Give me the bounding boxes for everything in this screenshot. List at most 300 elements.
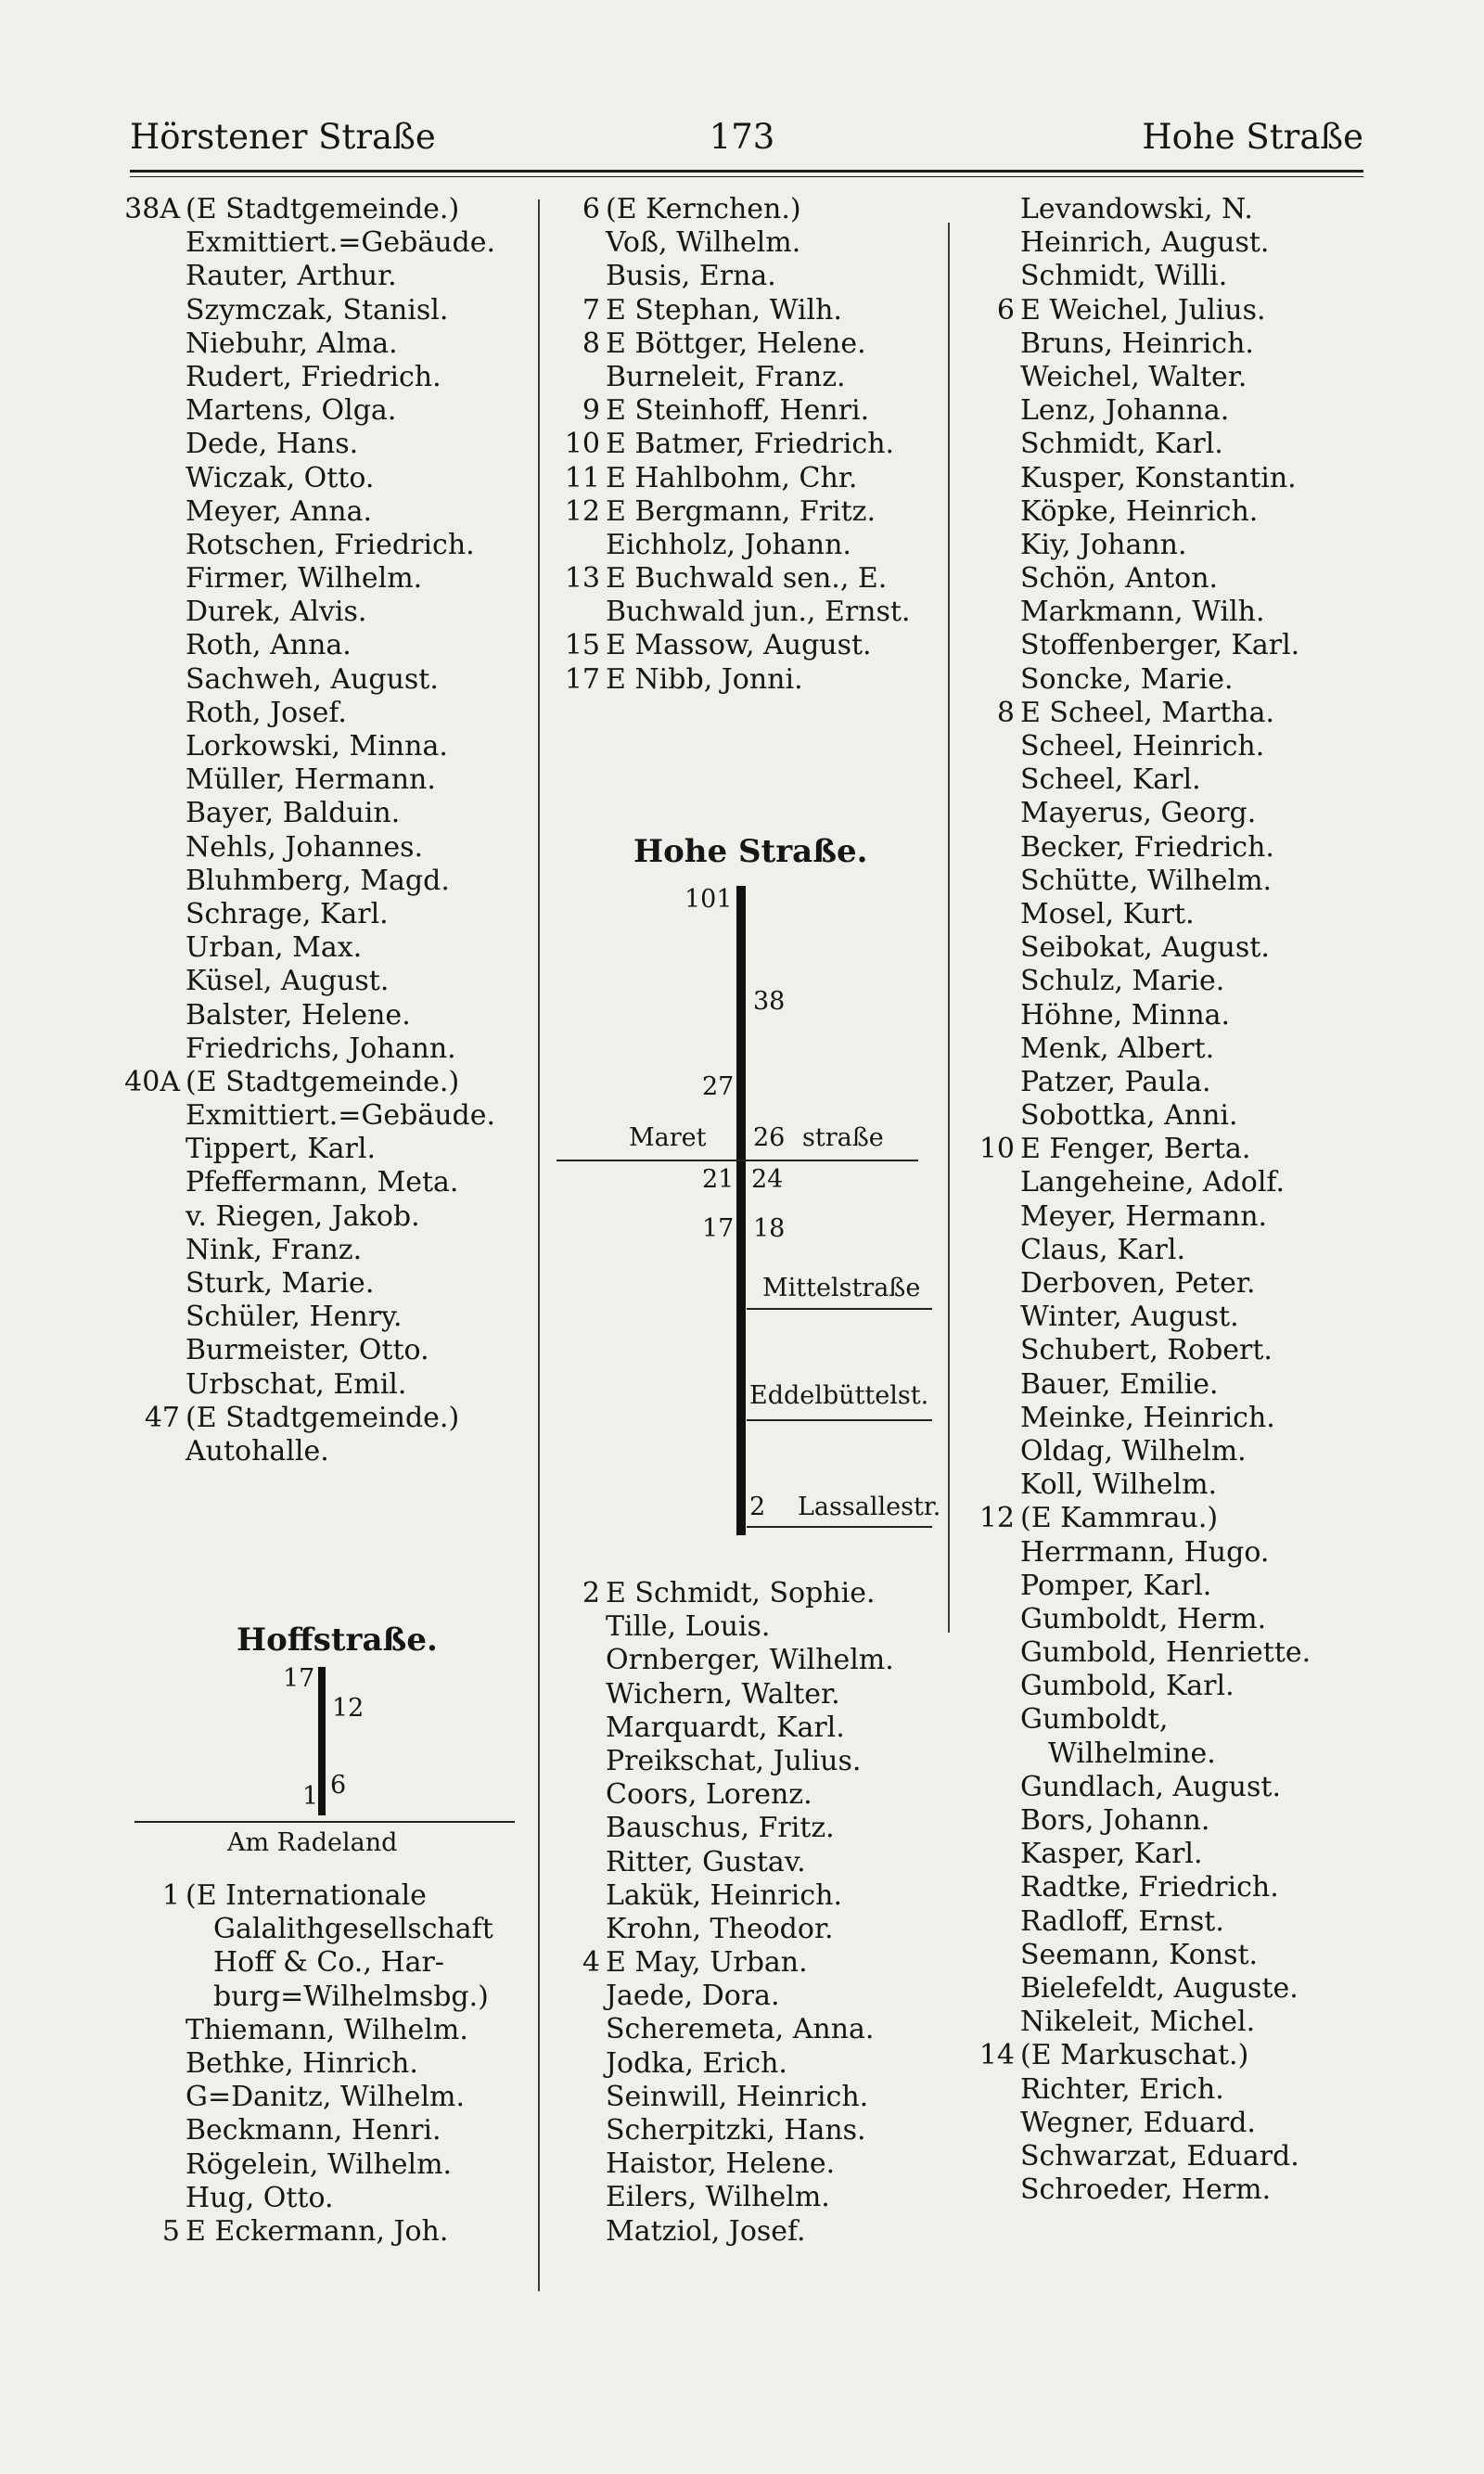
list-item [1020, 1435, 1311, 1468]
resident-entry: Buchwald jun., Ernst. [606, 596, 911, 629]
list-item [1020, 629, 1311, 662]
list-item [1020, 1703, 1311, 1737]
list-item [582, 1946, 894, 1980]
resident-entry: Schubert, Robert. [1020, 1334, 1273, 1367]
resident-entry: Radloff, Ernst. [1020, 1904, 1224, 1938]
list-item [979, 1133, 1311, 1166]
list-item [606, 529, 911, 562]
resident-entry: Nehls, Johannes. [186, 830, 424, 864]
resident-entry: Nikeleit, Michel. [1020, 2006, 1256, 2039]
resident-entry: Weichel, Walter. [1020, 360, 1247, 393]
list-item [186, 327, 495, 361]
list-item [582, 327, 911, 361]
list-item [606, 2081, 894, 2114]
list-item [186, 931, 495, 965]
list-item [1020, 1838, 1311, 1871]
resident-entry: Rauter, Arthur. [186, 260, 397, 293]
house-number: 12 [564, 494, 600, 528]
resident-entry: Exmittiert.=Gebäude. [186, 1099, 496, 1133]
resident-entry: Jodka, Erich. [606, 2046, 787, 2080]
lassallestrasse-cross-street [747, 1526, 932, 1528]
house-number: 4 [582, 1946, 600, 1980]
resident-entry: Hug, Otto. [186, 2181, 334, 2214]
resident-entry: Claus, Karl. [1020, 1233, 1185, 1266]
column-divider-1 [538, 199, 540, 2291]
list-item [1020, 931, 1311, 965]
resident-entry: Herrmann, Hugo. [1020, 1535, 1270, 1569]
list-item [996, 293, 1311, 327]
resident-entry: Autohalle. [186, 1434, 329, 1468]
resident-entry: Gumbold, Henriette. [1020, 1636, 1311, 1670]
list-item [1020, 529, 1311, 562]
mittelstrasse-cross-street [747, 1308, 932, 1310]
list-item [1020, 965, 1311, 998]
house-number: 6 [582, 193, 600, 225]
list-item [186, 226, 495, 260]
resident-entry: Bruns, Heinrich. [1020, 327, 1254, 360]
resident-entry: Wegner, Eduard. [1020, 2106, 1256, 2139]
list-item [606, 260, 911, 293]
list-item [606, 361, 911, 394]
resident-entry: Meinke, Heinrich. [1020, 1401, 1275, 1434]
list-item [1020, 1670, 1311, 1703]
resident-entry: Balster, Helene. [186, 998, 411, 1032]
list-item [606, 2114, 894, 2147]
resident-entry: Bauer, Emilie. [1020, 1367, 1219, 1401]
list-item [186, 462, 495, 495]
hohe-num-101: 101 [684, 885, 733, 914]
resident-entry: Küsel, August. [186, 965, 390, 998]
resident-entry: burg=Wilhelmsbg.) [213, 1980, 489, 2013]
resident-entry: Urban, Max. [186, 931, 363, 965]
list-item [1020, 1334, 1311, 1367]
resident-entry: Galalithgesellschaft [213, 1913, 493, 1946]
list-item [1020, 394, 1311, 428]
resident-entry: Schütte, Wilhelm. [1020, 864, 1273, 897]
list-item [186, 1334, 495, 1367]
hohe-num-18: 18 [753, 1214, 786, 1243]
list-item [186, 663, 495, 697]
list-item [1020, 1200, 1311, 1234]
resident-entry: Oldag, Wilhelm. [1020, 1434, 1247, 1468]
list-item [186, 2047, 493, 2081]
resident-entry: Rögelein, Wilhelm. [186, 2147, 453, 2181]
resident-entry: Kusper, Konstantin. [1020, 461, 1297, 494]
list-item [564, 461, 911, 495]
resident-entry: Rudert, Friedrich. [186, 360, 441, 393]
list-item [606, 2013, 894, 2046]
list-item [186, 1980, 493, 2014]
resident-entry: Scherpitzki, Hans. [606, 2114, 866, 2147]
resident-entry: Schulz, Marie. [1020, 965, 1225, 998]
house-number: 17 [564, 662, 600, 696]
resident-entry: (E Stadtgemeinde.) [186, 1065, 460, 1098]
resident-entry: Schön, Anton. [1020, 562, 1219, 596]
list-item [186, 697, 495, 730]
list-item [1020, 260, 1311, 293]
list-item [606, 1644, 894, 1677]
house-number: 2 [582, 1577, 600, 1609]
list-item [996, 696, 1311, 730]
resident-entry: Gumbold, Karl. [1020, 1670, 1235, 1703]
list-item [1020, 1603, 1311, 1636]
house-number: 1 [161, 1879, 180, 1912]
resident-entry: Radtke, Friedrich. [1020, 1871, 1279, 1904]
list-item [186, 2148, 493, 2182]
resident-entry: E Stephan, Wilh. [606, 293, 842, 327]
resident-entry: Seinwill, Heinrich. [606, 2080, 869, 2113]
resident-entry: Matziol, Josef. [606, 2214, 806, 2248]
resident-entry: (E Internationale [186, 1879, 427, 1912]
resident-entry: Roth, Josef. [186, 696, 347, 729]
resident-entry: Preikschat, Julius. [606, 1744, 862, 1777]
resident-entry: E May, Urban. [606, 1946, 808, 1980]
hohe-num-27: 27 [702, 1072, 735, 1101]
list-item [186, 865, 495, 898]
resident-entry: Wilhelmine. [1048, 1737, 1216, 1770]
list-item [1020, 495, 1311, 529]
resident-entry: v. Riegen, Jakob. [186, 1199, 420, 1233]
list-item [186, 428, 495, 461]
list-item [1020, 1032, 1311, 1066]
list-item [1020, 797, 1311, 830]
resident-entry: E Scheel, Martha. [1020, 696, 1275, 729]
resident-entry: Lorkowski, Minna. [186, 730, 448, 763]
house-number: 38A [124, 193, 180, 225]
list-item [582, 293, 911, 327]
resident-entry: E Hahlbohm, Chr. [606, 461, 858, 494]
resident-entry: Lakük, Heinrich. [606, 1878, 842, 1912]
resident-entry: (E Stadtgemeinde.) [186, 1401, 460, 1434]
running-head-left: Hörstener Straße [130, 117, 436, 157]
resident-entry: Coors, Lorenz. [606, 1778, 812, 1812]
column-2-entries [564, 193, 911, 697]
resident-entry: Bors, Johann. [1020, 1804, 1210, 1837]
list-item [1020, 2173, 1311, 2207]
list-item [1020, 1301, 1311, 1334]
list-item [606, 2147, 894, 2181]
resident-entry: Firmer, Wilhelm. [186, 562, 423, 596]
maretstrasse-cross-street [556, 1160, 918, 1161]
list-item [606, 1745, 894, 1778]
hoffstrasse-title: Hoffstraße. [237, 1622, 438, 1659]
list-item [1020, 1166, 1311, 1199]
resident-entry: Haistor, Helene. [606, 2147, 836, 2181]
resident-entry: Busis, Erna. [606, 260, 776, 293]
list-item [186, 1133, 495, 1166]
list-item [606, 1711, 894, 1745]
list-item [124, 1065, 495, 1099]
resident-entry: Koll, Wilhelm. [1020, 1468, 1218, 1502]
resident-entry: Seemann, Konst. [1020, 1938, 1259, 1971]
resident-entry: Winter, August. [1020, 1301, 1239, 1334]
resident-entry: Levandowski, N. [1020, 193, 1253, 225]
list-item [186, 999, 495, 1032]
resident-entry: Krohn, Theodor. [606, 1912, 834, 1945]
list-item [144, 1401, 495, 1435]
resident-entry: E Böttger, Helene. [606, 327, 866, 360]
resident-entry: Tille, Louis. [606, 1610, 771, 1644]
resident-entry: Marquardt, Karl. [606, 1711, 845, 1744]
resident-entry: Lenz, Johanna. [1020, 394, 1230, 428]
list-item [1020, 1267, 1311, 1301]
hohe-num-2: 2 [749, 1493, 766, 1521]
list-item [186, 1913, 493, 1946]
list-item [606, 2215, 894, 2249]
resident-entry: Wiczak, Otto. [186, 461, 375, 494]
resident-entry: Mayerus, Georg. [1020, 797, 1257, 830]
resident-entry: E Batmer, Friedrich. [606, 428, 895, 461]
list-item [582, 193, 911, 226]
house-number: 6 [996, 293, 1015, 327]
list-item [606, 1980, 894, 2013]
resident-entry: Heinrich, August. [1020, 226, 1270, 260]
resident-entry: Pfeffermann, Meta. [186, 1166, 459, 1199]
resident-entry: Schüler, Henry. [186, 1301, 403, 1334]
list-item [1020, 428, 1311, 461]
eddelbuettelstrasse-cross-street [747, 1419, 932, 1421]
resident-entry: Burneleit, Franz. [606, 360, 846, 393]
list-item [1020, 1234, 1311, 1267]
list-item [1020, 562, 1311, 596]
list-item [1020, 226, 1311, 260]
list-item [1020, 898, 1311, 931]
list-item [186, 965, 495, 998]
house-number: 9 [582, 394, 600, 428]
column-1-hoffstrasse-entries [161, 1879, 493, 2249]
resident-entry: Schmidt, Willi. [1020, 260, 1228, 293]
resident-entry: Wichern, Walter. [606, 1677, 840, 1711]
list-item [1020, 1804, 1311, 1838]
resident-entry: Gumboldt, Herm. [1020, 1602, 1267, 1635]
list-item [186, 1435, 495, 1468]
resident-entry: Scheel, Karl. [1020, 763, 1201, 797]
house-number: 47 [144, 1401, 180, 1434]
house-number: 15 [564, 629, 600, 662]
resident-entry: Bauschus, Fritz. [606, 1812, 835, 1845]
list-item [1020, 596, 1311, 629]
list-item [582, 1577, 894, 1610]
list-item [186, 1099, 495, 1133]
list-item [1020, 1570, 1311, 1603]
resident-entry: E Nibb, Jonni. [606, 662, 803, 696]
running-head-right: Hohe Straße [1142, 117, 1363, 157]
list-item [1020, 1468, 1311, 1502]
resident-entry: E Schmidt, Sophie. [606, 1577, 876, 1609]
resident-entry: Martens, Olga. [186, 394, 397, 428]
resident-entry: Gundlach, August. [1020, 1770, 1281, 1803]
hoffstrasse-street-line [318, 1667, 326, 1815]
list-item [186, 495, 495, 529]
resident-entry: Langeheine, Adolf. [1020, 1166, 1285, 1199]
list-item [1020, 327, 1311, 361]
resident-entry: Scheremeta, Anna. [606, 2013, 875, 2046]
house-number: 40A [124, 1065, 180, 1098]
list-item [186, 260, 495, 293]
header-rule-thin [130, 176, 1363, 177]
resident-entry: Derboven, Peter. [1020, 1267, 1256, 1300]
hoff-num-17: 17 [283, 1664, 315, 1693]
hohe-num-26: 26 [753, 1123, 786, 1152]
resident-entry: Hoff & Co., Har- [213, 1946, 444, 1980]
list-item [186, 629, 495, 662]
resident-entry: E Buchwald sen., E. [606, 562, 888, 596]
list-item [1020, 2140, 1311, 2173]
list-item [1020, 1636, 1311, 1670]
resident-entry: Voß, Wilhelm. [606, 226, 801, 260]
resident-entry: Bluhmberg, Magd. [186, 864, 450, 897]
resident-entry: Exmittiert.=Gebäude. [186, 226, 496, 260]
list-item [979, 1502, 1311, 1535]
resident-entry: Thiemann, Wilhelm. [186, 2013, 468, 2046]
resident-entry: Menk, Albert. [1020, 1032, 1215, 1065]
resident-entry: Ritter, Gustav. [606, 1845, 806, 1878]
resident-entry: Sachweh, August. [186, 662, 439, 696]
list-item [186, 562, 495, 596]
list-item [186, 596, 495, 629]
page-number: 173 [709, 117, 775, 157]
list-item [606, 2181, 894, 2214]
list-item [186, 394, 495, 428]
house-number: 13 [564, 562, 600, 596]
resident-entry: Meyer, Anna. [186, 494, 373, 528]
list-item [186, 2081, 493, 2114]
list-item [186, 361, 495, 394]
list-item [186, 1032, 495, 1066]
resident-entry: Sturk, Marie. [186, 1267, 375, 1300]
resident-entry: Scheel, Heinrich. [1020, 730, 1265, 763]
list-item [1020, 462, 1311, 495]
list-item [186, 730, 495, 763]
list-item [1020, 1066, 1311, 1099]
resident-entry: Kiy, Johann. [1020, 528, 1187, 561]
resident-entry: Markmann, Wilh. [1020, 596, 1265, 629]
resident-entry: Eichholz, Johann. [606, 528, 851, 561]
resident-entry: Gumboldt, [1020, 1703, 1169, 1737]
resident-entry: Höhne, Minna. [1020, 998, 1231, 1032]
house-number: 12 [979, 1502, 1015, 1535]
list-item [186, 2014, 493, 2047]
maret-label: Maret [629, 1123, 707, 1152]
am-radeland-cross-street [134, 1821, 515, 1823]
resident-entry: Köpke, Heinrich. [1020, 494, 1259, 528]
list-item [124, 193, 495, 226]
column-2-hohestrasse-entries [582, 1577, 894, 2249]
list-item [1020, 763, 1311, 797]
list-item [1020, 1099, 1311, 1133]
resident-entry: Becker, Friedrich. [1020, 830, 1274, 864]
house-number: 14 [979, 2039, 1015, 2072]
list-item [186, 898, 495, 931]
list-item [606, 2047, 894, 2081]
resident-entry: Eilers, Wilhelm. [606, 2181, 830, 2214]
list-item [1020, 865, 1311, 898]
resident-entry: Durek, Alvis. [186, 596, 367, 629]
resident-entry: Beckmann, Henri. [186, 2114, 441, 2147]
resident-entry: Mosel, Kurt. [1020, 897, 1195, 930]
list-item [186, 1200, 495, 1234]
list-item [606, 226, 911, 260]
column-1-entries [124, 193, 496, 1468]
house-number: 5 [161, 2214, 180, 2248]
resident-entry: Schrage, Karl. [186, 897, 389, 930]
resident-entry: Kasper, Karl. [1020, 1838, 1203, 1871]
list-item [1020, 1972, 1311, 2006]
list-item [1020, 1905, 1311, 1939]
list-item [1020, 663, 1311, 697]
house-number: 10 [564, 428, 600, 461]
list-item [1020, 2107, 1311, 2140]
mittelstrasse-label: Mittelstraße [762, 1274, 921, 1302]
house-number: 10 [979, 1133, 1015, 1166]
list-item [606, 1913, 894, 1946]
list-item [979, 2039, 1311, 2072]
list-item [161, 2214, 493, 2249]
resident-entry: Bethke, Hinrich. [186, 2046, 418, 2080]
list-item [1020, 831, 1311, 865]
list-item [186, 1946, 493, 1980]
resident-entry: E Eckermann, Joh. [186, 2214, 449, 2248]
hohe-num-21: 21 [702, 1165, 735, 1194]
hoff-num-6: 6 [330, 1771, 347, 1800]
hohe-num-24: 24 [751, 1165, 784, 1194]
resident-entry: Nink, Franz. [186, 1233, 363, 1266]
hohestrasse-street-line [736, 886, 746, 1535]
list-item [1020, 999, 1311, 1032]
lassallestrasse-label: Lassallestr. [798, 1493, 941, 1521]
list-item [606, 1846, 894, 1879]
house-number: 8 [582, 327, 600, 360]
resident-entry: Seibokat, August. [1020, 931, 1270, 965]
house-number: 11 [564, 461, 600, 494]
list-item [186, 763, 495, 797]
resident-entry: Schwarzat, Eduard. [1020, 2139, 1299, 2173]
resident-entry: Schmidt, Karl. [1020, 428, 1223, 461]
list-item [186, 2114, 493, 2147]
list-item [606, 1778, 894, 1812]
list-item [564, 629, 911, 662]
hohe-num-38: 38 [753, 987, 786, 1016]
header-rule [130, 170, 1363, 173]
resident-entry: Patzer, Paula. [1020, 1065, 1211, 1098]
list-item [186, 797, 495, 830]
list-item [161, 1879, 493, 1913]
list-item [564, 662, 911, 697]
list-item [1020, 193, 1311, 226]
resident-entry: Dede, Hans. [186, 428, 359, 461]
hoff-num-1: 1 [302, 1782, 319, 1811]
list-item [606, 1879, 894, 1913]
resident-entry: Schroeder, Herm. [1020, 2173, 1272, 2207]
am-radeland-label: Am Radeland [227, 1828, 398, 1857]
list-item [186, 1234, 495, 1267]
list-item [186, 1368, 495, 1402]
resident-entry: Roth, Anna. [186, 629, 352, 662]
list-item [1020, 1771, 1311, 1804]
resident-entry: Szymczak, Stanisl. [186, 293, 449, 327]
list-item [186, 2182, 493, 2215]
hoff-num-12: 12 [332, 1694, 365, 1723]
list-item [606, 1812, 894, 1845]
resident-entry: Burmeister, Otto. [186, 1334, 429, 1367]
resident-entry: (E Kammrau.) [1020, 1502, 1219, 1535]
resident-entry: Stoffenberger, Karl. [1020, 629, 1300, 662]
resident-entry: Tippert, Karl. [186, 1133, 377, 1166]
list-item [186, 529, 495, 562]
list-item [1020, 2006, 1311, 2039]
resident-entry: E Steinhoff, Henri. [606, 394, 870, 428]
resident-entry: (E Kernchen.) [606, 193, 801, 225]
